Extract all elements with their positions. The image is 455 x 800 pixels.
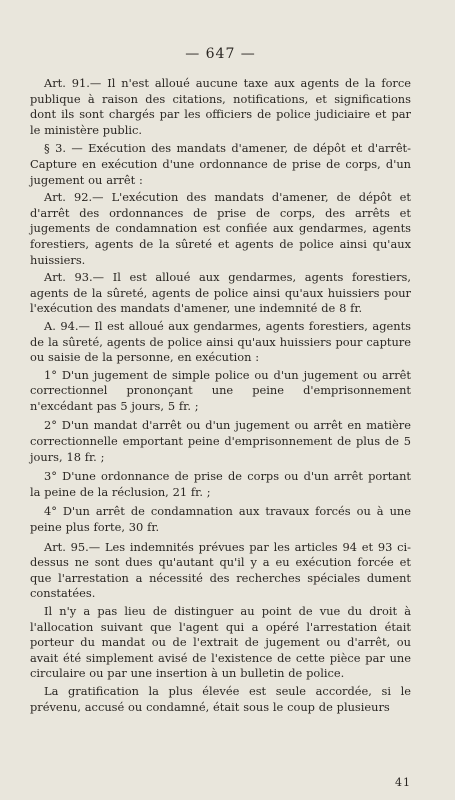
paragraph-art-92: Art. 92.— L'exécution des mandats d'amener, de dépôt et d'arrêt des ordonnances de prise de corps, des arrêts et jugements de condamnation est confiée aux gendarmes, agents forestiers, agents de la sûreté et agents de police ainsi qu'aux huissiers. <box>30 190 411 267</box>
paragraph-gratification: La gratification la plus élevée est seule accordée, si le prévenu, accusé ou condamné, était sous le coup de plusieurs <box>30 683 411 714</box>
list-item-2: 2° D'un mandat d'arrêt ou d'un jugement ou arrêt en matière correctionnelle emportant peine d'emprisonnement de plus de 5 jours, 18 fr. ; <box>30 418 411 464</box>
signature-mark: 41 <box>395 776 411 789</box>
list-item-3: 3° D'une ordonnance de prise de corps ou d'un arrêt portant la peine de la réclusion, 21 fr. ; <box>30 469 411 499</box>
paragraph-art-93: Art. 93.— Il est alloué aux gendarmes, agents forestiers, agents de la sûreté, agents de police ainsi qu'aux huissiers pour l'exécution des mandats d'amener, une indemnité de 8 fr. <box>30 270 411 316</box>
paragraph-distinction: Il n'y a pas lieu de distinguer au point de vue du droit à l'allocation suivant que l'agent qui a opéré l'arrestation était porteur du mandat ou de l'extrait de jugement ou d'arrêt, ou avait été simplement avisé de l'existence de cette pièce par une circulaire ou par une insertion à un bulletin de police. <box>30 604 411 681</box>
paragraph-art-94: A. 94.— Il est alloué aux gendarmes, agents forestiers, agents de la sûreté, agents de police ainsi qu'aux huissiers pour capture ou saisie de la personne, en exécution : <box>30 318 411 365</box>
paragraph-art-91: Art. 91.— Il n'est alloué aucune taxe aux agents de la force publique à raison des citations, notifications, et significations dont ils sont chargés par les officiers de police judiciaire et par le ministère public. <box>30 76 411 137</box>
paragraph-art-95: Art. 95.— Les indemnités prévues par les articles 94 et 93 ci-dessus ne sont dues qu'autant qu'il y a eu exécution forcée et que l'arrestation a nécessité des recherches spéciales dument constatées. <box>30 539 411 601</box>
list-item-1: 1° D'un jugement de simple police ou d'un jugement ou arrêt correctionnel prononçant une peine d'emprisonnement n'excédant pas 5 jours, 5 fr. ; <box>30 367 411 413</box>
page-number: — 647 — <box>185 46 256 62</box>
list-item-4: 4° D'un arrêt de condamnation aux travaux forcés ou à une peine plus forte, 30 fr. <box>30 504 411 535</box>
section-heading-3: § 3. — Exécution des mandats d'amener, de dépôt et d'arrêt- Capture en exécution d'une ordonnance de prise de corps, d'un jugement ou arrêt : <box>30 141 411 187</box>
